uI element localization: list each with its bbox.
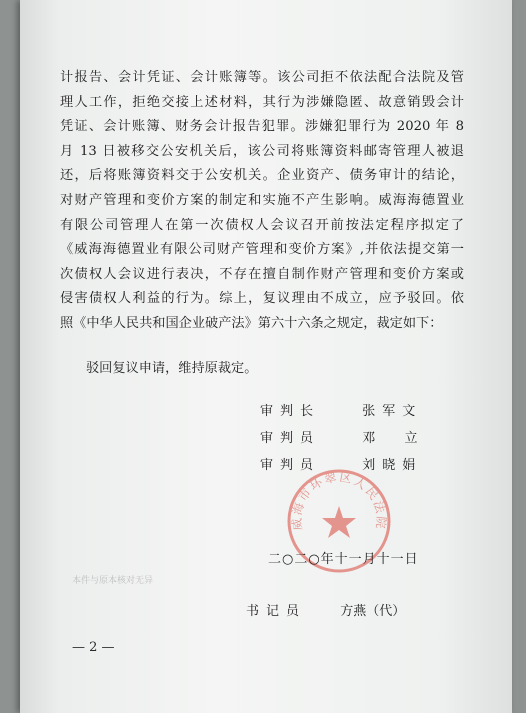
signature-name: 邓 立	[362, 431, 425, 446]
signature-role: 审判员	[260, 431, 321, 446]
signature-name: 张军文	[362, 404, 423, 419]
body-line: 月 13 日被移交公安机关后，该公司将账簿资料邮寄管理人被退	[60, 143, 464, 159]
page-number: — 2 —	[72, 640, 115, 655]
body-line: 次债权人会议进行表决，不存在擅自制作财产管理和变价方案或	[60, 266, 464, 282]
body-line: 照《中华人民共和国企业破产法》第六十六条之规定，裁定如下：	[60, 315, 443, 331]
body-line: 有限公司管理人在第一次债权人会议召开前按法定程序拟定了	[60, 217, 464, 233]
body-line: 《威海海德置业有限公司财产管理和变价方案》,并依法提交第一	[60, 242, 464, 258]
faint-stamp-text: 本件与原本核对无异	[72, 576, 154, 586]
signature-name: 刘晓娟	[362, 458, 423, 473]
clerk-signature	[246, 600, 405, 619]
signature-row-presiding-judge	[260, 400, 422, 419]
body-line: 侵害债权人利益的行为。综上，复议理由不成立，应予驳回。依	[60, 291, 464, 307]
body-line: 对财产管理和变价方案的制定和实施不产生影响。威海海德置业	[60, 192, 464, 208]
body-paragraph	[60, 66, 464, 337]
body-line: 计报告、会计凭证、会计账簿等。该公司拒不依法配合法院及管	[60, 70, 464, 85]
signature-role: 审判员	[260, 458, 321, 473]
seal-text: 威海市环翠区人民法院	[289, 469, 389, 531]
verdict-text: 驳回复议申请，维持原裁定。	[86, 361, 258, 376]
signature-role: 审判长	[260, 404, 321, 419]
body-line: 理人工作，拒绝交接上述材料，其行为涉嫌隐匿、故意销毁会计	[60, 94, 464, 110]
signature-row-judge-1	[260, 427, 425, 446]
body-line: 还，后将账簿资料交于公安机关。企业资产、债务审计的结论，	[60, 168, 464, 184]
document-page	[20, 0, 512, 713]
clerk-role: 书记员	[246, 604, 307, 619]
body-line: 凭证、会计账簿、财务会计报告犯罪。涉嫌犯罪行为 2020 年 8	[60, 119, 464, 135]
judgment-date: 二○二○年十一月十一日	[268, 552, 419, 567]
clerk-name: 方燕（代）	[340, 604, 406, 619]
